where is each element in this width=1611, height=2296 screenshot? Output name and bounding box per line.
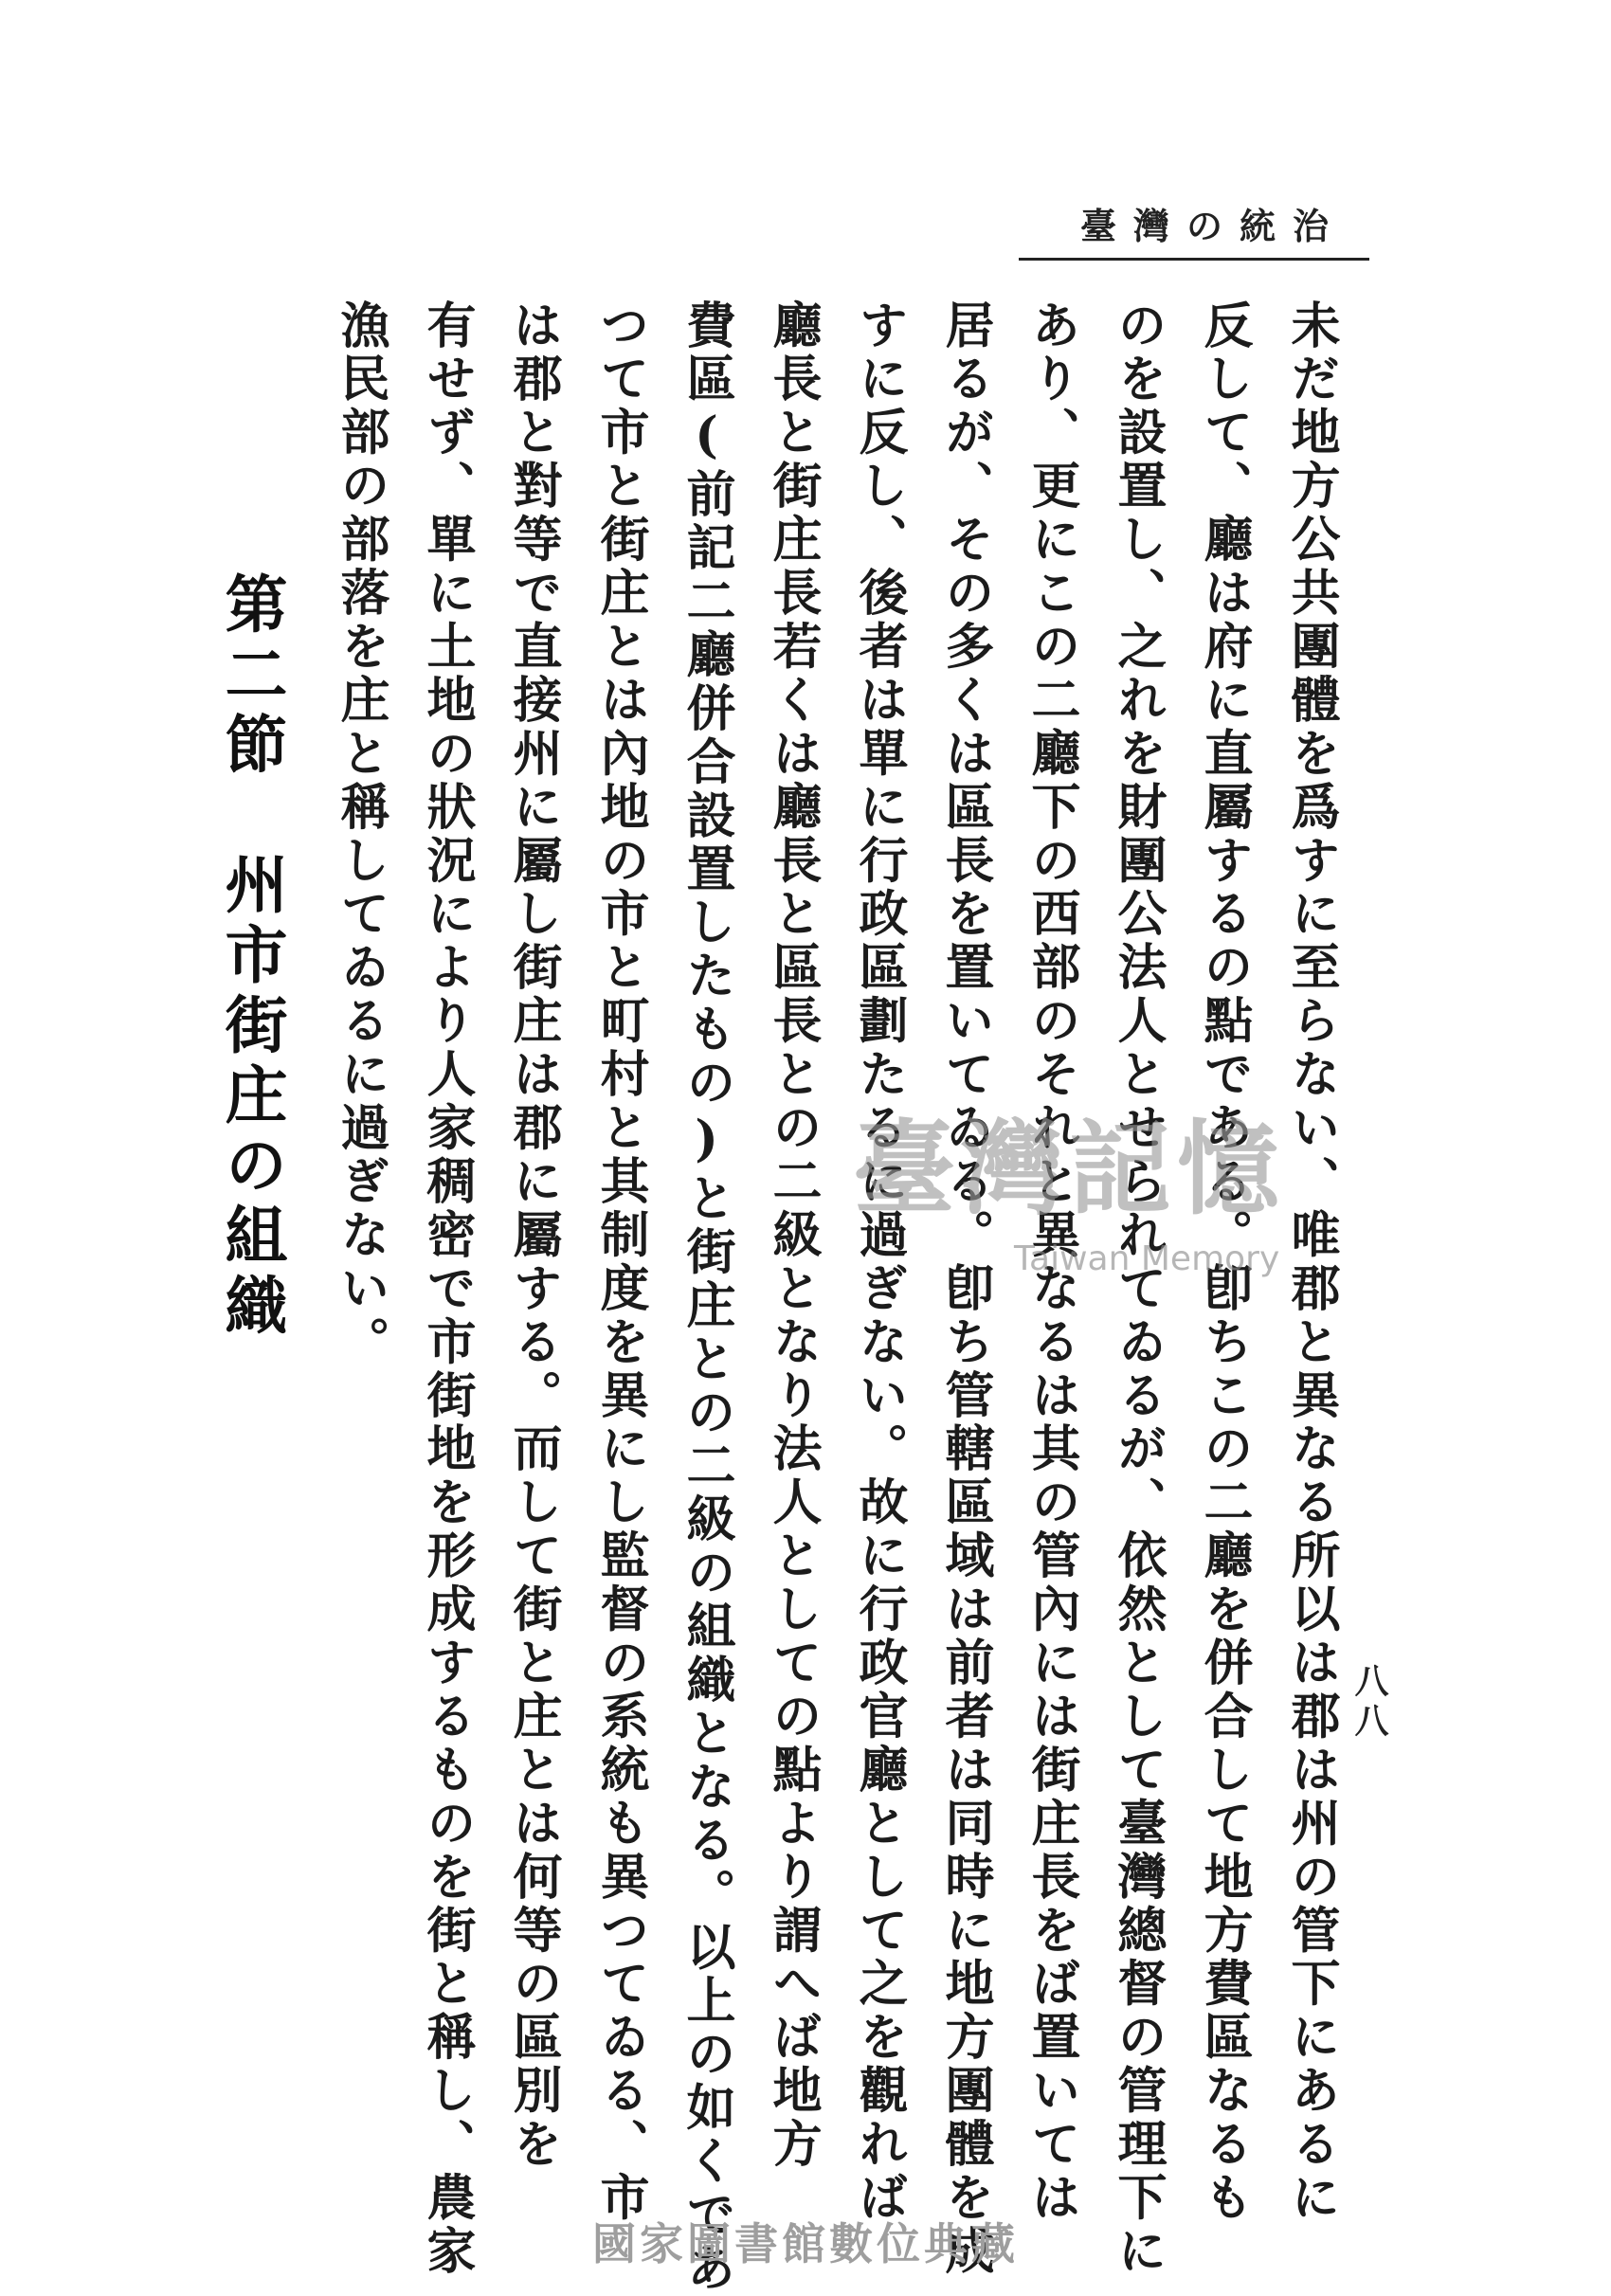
body-column-11: 有せず、單に土地の狀況により人家稠密で市街地を形成するものを街と稱し、農家 bbox=[418, 299, 476, 2279]
body-column-12: 漁民部の部落を庄と稱してゐるに過ぎない。 bbox=[332, 299, 389, 1369]
watermark-logo bbox=[853, 1110, 1289, 1278]
watermark-english: Taiwan Memory bbox=[1014, 1239, 1280, 1278]
body-column-3: のを設置し、之れを財團公法人とせられてゐるが、依然として臺灣總督の管理下に bbox=[1109, 299, 1167, 2279]
body-column-5: 居るが、その多くは區長を置いてゐる。卽ち管轄區域は前者は同時に地方團體を成 bbox=[936, 299, 994, 2279]
body-column-4: あり、更にこの二廳下の西部のそれと異なるは其の管內には街庄長をば置いては bbox=[1023, 299, 1080, 2226]
body-column-2: 反して、廳は府に直屬するの點である。卽ちこの二廳を併合して地方費區なるも bbox=[1195, 299, 1253, 2226]
footer-credit: 國家圖書館數位典藏 bbox=[592, 2218, 1019, 2269]
body-column-8: 費區(前記二廳併合設置したもの)と街庄との二級の組織となる。以上の如くであ bbox=[678, 299, 735, 2296]
page-number: 八八 bbox=[1349, 1663, 1389, 1743]
running-title: 臺灣の統治 bbox=[1080, 205, 1347, 247]
header-rule bbox=[1019, 258, 1369, 261]
watermark-chinese: 臺灣記憶 bbox=[853, 1110, 1286, 1229]
body-column-9: つて市と街庄とは內地の市と町村と其制度を異にし監督の系統も異つてゐる、市 bbox=[591, 299, 649, 2226]
section-heading: 第二節 州市街庄の組織 bbox=[214, 571, 288, 1343]
body-column-7: 廳長と街庄長若くは廳長と區長との二級となり法人としての點より謂へば地方 bbox=[764, 299, 822, 2172]
body-column-1: 未だ地方公共團體を爲すに至らない、唯郡と異なる所以は郡は州の管下にあるに bbox=[1282, 299, 1340, 2226]
body-column-10: は郡と對等で直接州に屬し街庄は郡に屬する。而して街と庄とは何等の區別を bbox=[504, 299, 562, 2172]
body-column-6: すに反し、後者は單に行政區劃たるに過ぎない。故に行政官廳として之を觀れば bbox=[850, 299, 908, 2226]
